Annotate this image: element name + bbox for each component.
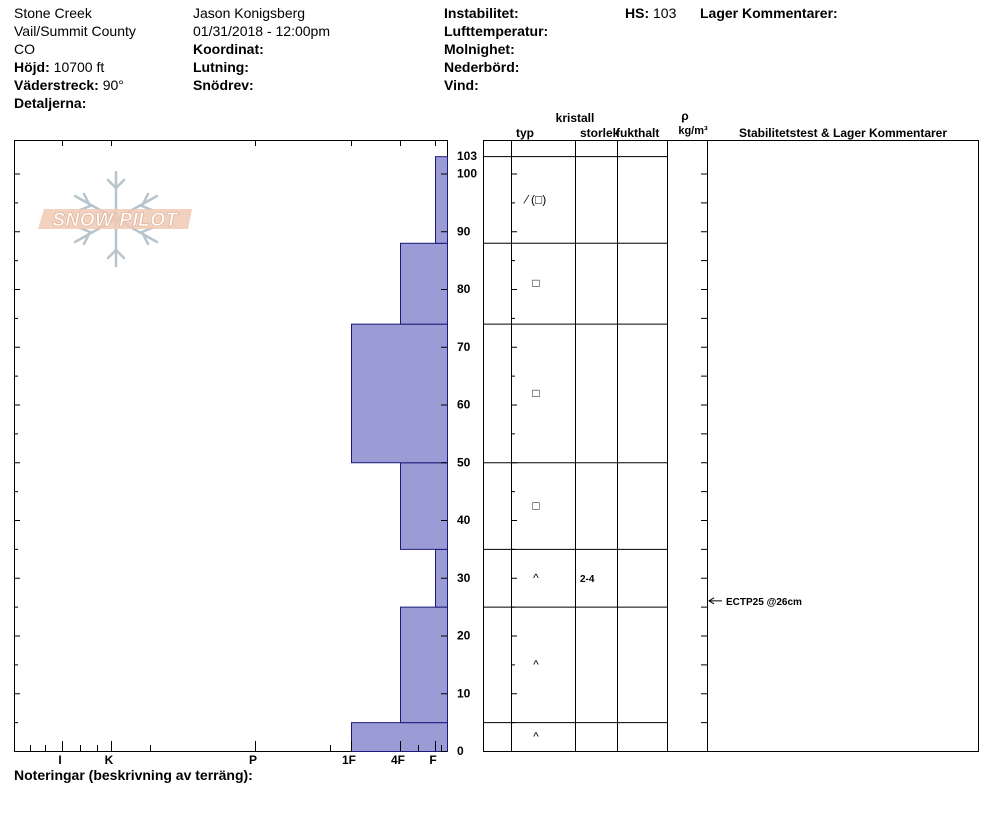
stability-tests bbox=[709, 597, 802, 608]
size-header: storlek bbox=[580, 126, 620, 140]
hardness-bar bbox=[401, 243, 448, 324]
type-header: typ bbox=[516, 126, 534, 140]
grain-type-symbol: □ bbox=[532, 276, 540, 291]
hardness-bar bbox=[436, 157, 448, 244]
height-tick-label: 40 bbox=[457, 513, 471, 527]
grain-size-value: 2-4 bbox=[580, 573, 595, 585]
wind-loading-label: Snödrev: bbox=[193, 77, 254, 93]
height-tick-label: 20 bbox=[457, 628, 471, 643]
grain-type-symbol: □ bbox=[532, 385, 540, 400]
grain-type-symbol: ^ bbox=[533, 570, 539, 585]
grain-type-symbol: □ bbox=[532, 498, 540, 513]
hardness-bars bbox=[352, 157, 448, 752]
height-tick-label: 50 bbox=[457, 455, 471, 470]
crystal-header: kristall bbox=[555, 111, 595, 125]
slope-label: Lutning: bbox=[193, 59, 249, 75]
moisture-header: fukthalt bbox=[616, 126, 660, 140]
region-name: Vail/Summit County bbox=[14, 23, 136, 39]
height-tick-label: 30 bbox=[457, 570, 471, 585]
wind-label: Vind: bbox=[444, 77, 479, 93]
hs-value: 103 bbox=[653, 5, 677, 21]
hardness-bar bbox=[352, 324, 448, 463]
height-tick-label: 70 bbox=[457, 339, 471, 354]
aspect-label: Väderstreck: bbox=[14, 77, 99, 93]
logo-text: SNOW PILOT bbox=[52, 210, 178, 231]
state-name: CO bbox=[14, 41, 35, 57]
instability-label: Instabilitet: bbox=[444, 5, 519, 21]
precip-label: Nederbörd: bbox=[444, 59, 520, 75]
height-tick-label: 0 bbox=[457, 744, 464, 758]
hardness-tick-label: I bbox=[58, 753, 62, 767]
grain-type-symbol: ⁄ (□) bbox=[525, 192, 547, 207]
notes-label: Noteringar (beskrivning av terräng): bbox=[14, 767, 253, 783]
grain-type-symbol: ^ bbox=[533, 729, 539, 744]
hardness-tick-label: P bbox=[248, 753, 258, 767]
rho-header: ρ bbox=[681, 109, 689, 123]
grain-type-symbol: ^ bbox=[533, 657, 539, 672]
height-tick-label: 90 bbox=[457, 224, 471, 239]
height-tick-label: 103 bbox=[457, 149, 478, 164]
location-name: Stone Creek bbox=[14, 5, 92, 21]
hs-label: HS: bbox=[625, 5, 650, 21]
stability-header: Stabilitetstest & Lager Kommentarer bbox=[738, 126, 948, 140]
elevation-value: 10700 ft bbox=[53, 59, 105, 75]
sky-label: Molnighet: bbox=[444, 41, 515, 57]
elevation-label: Höjd: bbox=[14, 59, 50, 75]
hardness-bar bbox=[401, 607, 448, 723]
snowpilot-logo bbox=[38, 172, 192, 266]
coordinate-label: Koordinat: bbox=[193, 41, 264, 57]
hardness-tick-label: 4F bbox=[390, 753, 406, 767]
height-tick-label: 60 bbox=[457, 397, 471, 412]
density-header: kg/m³ bbox=[678, 125, 708, 137]
hardness-bar bbox=[401, 463, 448, 550]
hardness-tick-label: K bbox=[104, 753, 114, 767]
hardness-tick-label: 1F bbox=[341, 753, 357, 767]
hardness-bar bbox=[352, 723, 448, 752]
layer-comments-label: Lager Kommentarer: bbox=[700, 5, 838, 21]
details-label: Detaljerna: bbox=[14, 95, 87, 111]
observer-name: Jason Konigsberg bbox=[193, 5, 306, 21]
layer-table-frame bbox=[484, 141, 979, 752]
air-temp-label: Lufttemperatur: bbox=[444, 23, 549, 39]
aspect-value: 90° bbox=[102, 77, 124, 93]
height-tick-label: 10 bbox=[457, 686, 471, 701]
hardness-tick-label: F bbox=[429, 753, 437, 767]
height-tick-label: 100 bbox=[457, 166, 478, 181]
test-result-label: ECTP25 @26cm bbox=[726, 596, 802, 608]
observation-datetime: 01/31/2018 - 12:00pm bbox=[193, 23, 330, 39]
height-tick-label: 80 bbox=[457, 282, 471, 296]
